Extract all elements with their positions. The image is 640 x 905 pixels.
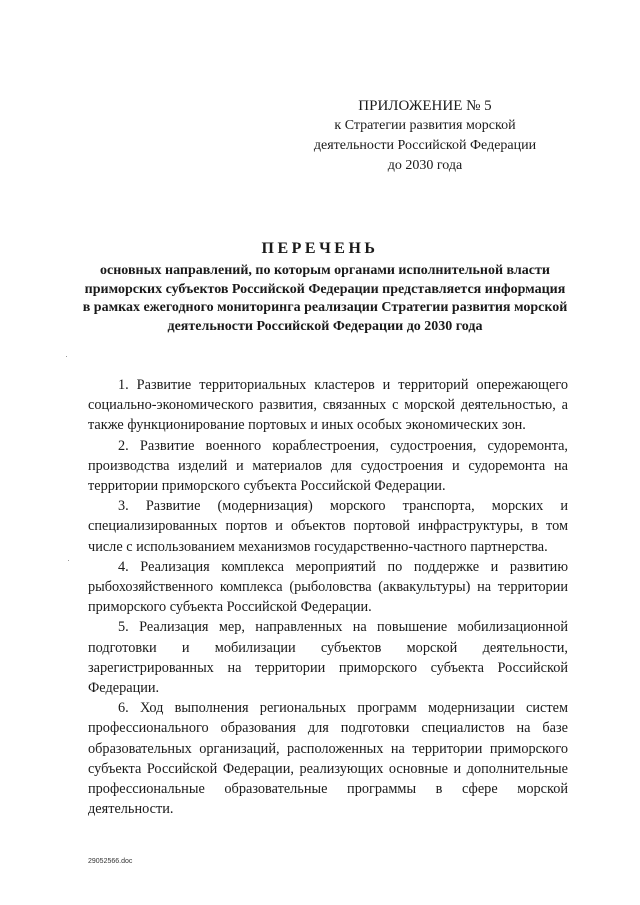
appendix-block [290,96,560,176]
list-item: 4. Реализация комплекса мероприятий по поддержке и развитию рыбохозяйственного комплекса (рыболовства (аквакультуры) на территории приморского субъекта Российской Федерации. [88,558,568,616]
footer-filename: 29052566.doc [88,858,133,865]
margin-mark [66,356,67,357]
appendix-number: ПРИЛОЖЕНИЕ № 5 [358,98,492,114]
margin-mark [68,560,69,561]
document-title: ПЕРЕЧЕНЬ [261,240,379,257]
list-item: 5. Реализация мер, направленных на повышение мобилизационной подготовки и мобилизации субъектов морской деятельности, зарегистрированных на территории приморского субъекта Российской Федерации. [88,619,568,697]
list-item: 2. Развитие военного кораблестроения, судостроения, судоремонта, производства изделий и материалов для судостроения и судоремонта на территории приморского субъекта Российской Федерации. [88,437,568,495]
appendix-line: деятельности Российской Федерации [313,138,537,153]
appendix-line: к Стратегии развития морской [334,118,516,133]
document-subtitle: основных направлений, по которым органами исполнительной власти приморских субъектов Российской Федерации представляется информация в рамках ежегодного мониторинга реализации Стратегии развития морской деятельности Российской Федерации до 2030 года [82,263,568,334]
list-item: 3. Развитие (модернизация) морского транспорта, морских и специализированных портов и объектов портовой инфраструктуры, в том числе с использованием механизмов государственно-частного партнерства. [88,498,568,555]
list-item: 1. Развитие территориальных кластеров и территорий опережающего социально-экономического развития, связанных с морской деятельностью, а также функционирование портовых и иных особых экономических зон. [88,377,568,434]
items-list [88,375,568,819]
appendix-line: до 2030 года [387,158,463,173]
list-item: 6. Ход выполнения региональных программ модернизации систем профессионального образования для подготовки специалистов на базе образовательных организаций, расположенных на территории приморского субъекта Российской Федерации, реализующих основные и дополнительные профессиональные образовательные программы в сфере морской деятельности. [88,700,568,818]
